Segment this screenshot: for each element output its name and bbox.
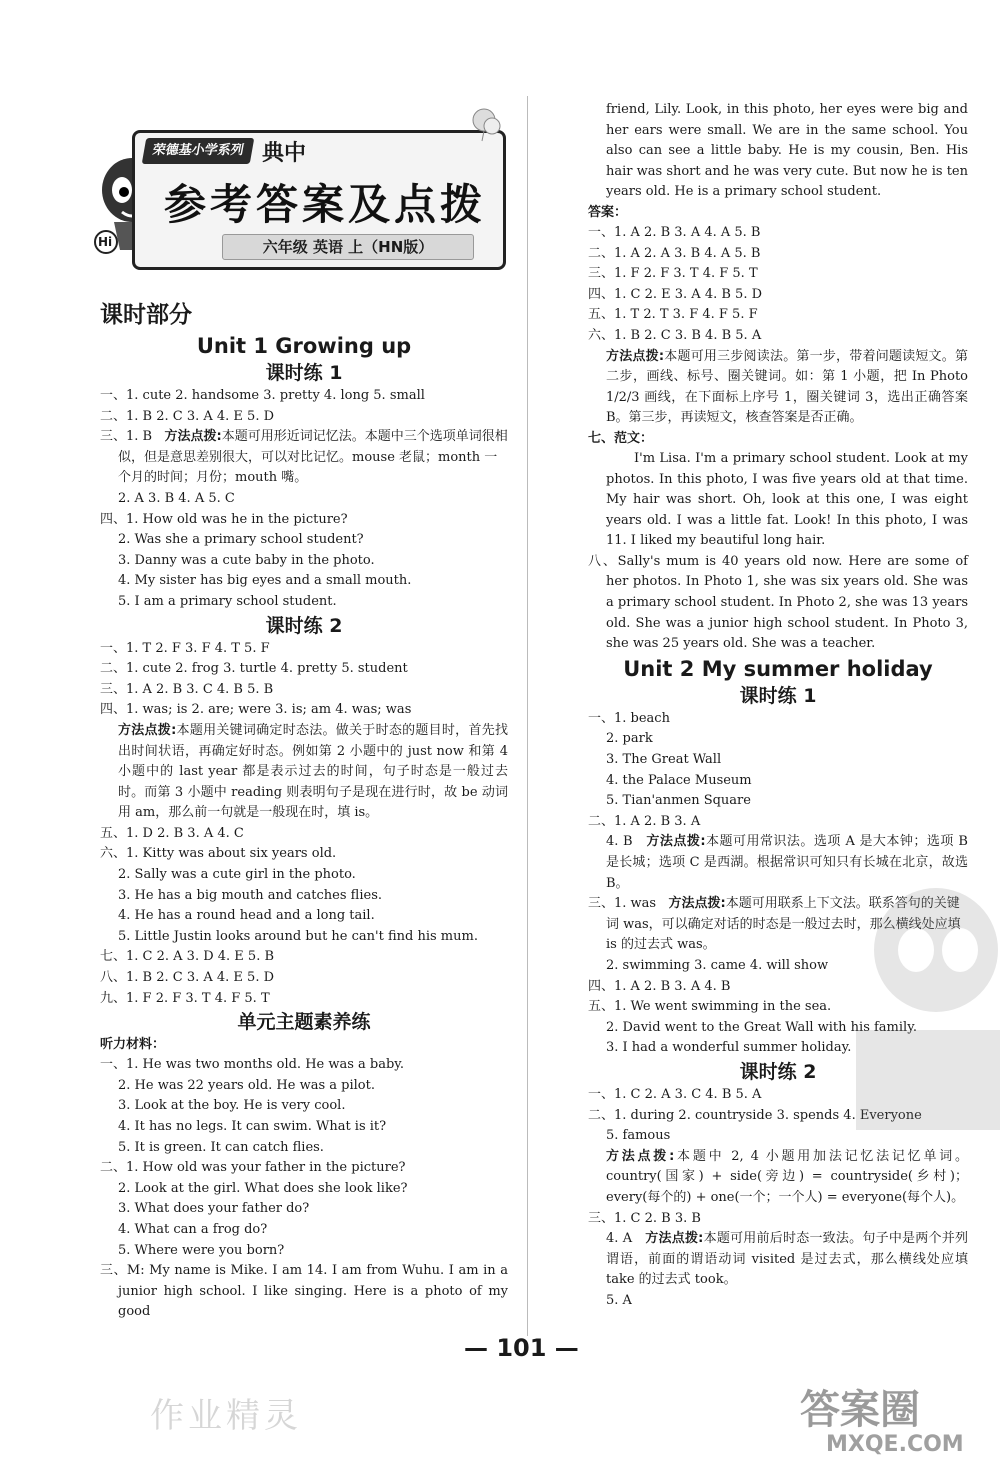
- answer-line: 3. Danny was a cute baby in the photo.: [118, 552, 375, 568]
- answer-line: 5. A: [606, 1292, 632, 1308]
- tip-label: 方法点拨:: [645, 1231, 704, 1247]
- answer-line: 二、1. during 2. countryside 3. spends 4. Everyone: [588, 1107, 922, 1123]
- answer-line: 5. Little Justin looks around but he can't find his mum.: [118, 928, 478, 944]
- banner-title: 参考答案及点拨: [163, 180, 486, 229]
- answer-line: 八、1. B 2. C 3. A 4. E 5. D: [100, 970, 275, 986]
- answer-line: 一、1. T 2. F 3. F 4. T 5. F: [100, 640, 270, 656]
- answer-line: 二、1. How old was your father in the picture?: [100, 1160, 406, 1176]
- answer-line: 四、1. C 2. E 3. A 4. B 5. D: [588, 286, 763, 302]
- answer-line: 2. swimming 3. came 4. will show: [606, 957, 829, 973]
- answer-line: 六、1. B 2. C 3. B 4. B 5. A: [588, 327, 762, 343]
- answer-line: 2. He was 22 years old. He was a pilot.: [118, 1077, 375, 1093]
- answer-line: 4. A: [606, 1231, 633, 1247]
- lesson-title: 课时练 1: [265, 362, 343, 384]
- answer-line: 二、1. A 2. B 3. A: [588, 813, 701, 829]
- answer-tip: [100, 427, 508, 489]
- answer-line: 2. David went to the Great Wall with his family.: [606, 1019, 917, 1035]
- tip-text: 本题可用前后时态一致法。句子中是两个并列谓语，前面的谓语动词 visited 是过去式，那么横线处应填 take 的过去式 took。: [606, 1231, 968, 1288]
- answer-line: 六、1. Kitty was about six years old.: [100, 846, 337, 862]
- answer-passage: 八、Sally's mum is 40 years old now. Here are some of her photos. In Photo 1, she was six years old. She was a primary school student. In Photo 2, she was 13 years old. She was a junior high school student. In Photo 3, she was 25 years old. She was a teacher.: [588, 553, 968, 652]
- answer-line: 5. I am a primary school student.: [118, 593, 337, 609]
- tip-label: 方法点拨:: [668, 896, 726, 912]
- answer-tip: [588, 1229, 968, 1291]
- answer-line: 三、1. was: [588, 896, 657, 912]
- watermark-left: 作业精灵: [150, 1396, 302, 1436]
- answer-line: 4. It has no legs. It can swim. What is it?: [118, 1119, 387, 1134]
- answer-line: 三、1. A 2. B 3. C 4. B 5. B: [100, 681, 274, 697]
- tip-label: 方法点拨:: [606, 348, 665, 364]
- answer-line: 4. My sister has big eyes and a small mouth.: [118, 573, 412, 589]
- answer-line: 2. park: [606, 731, 653, 747]
- mascot-tag: Hi: [98, 235, 113, 249]
- unit-practice-title: 单元主题素养练: [237, 1011, 371, 1034]
- tip-text: 本题中 2, 4 小题用加法记忆法记忆单词。country(国家) + side(旁边) = countryside(乡村)；every(每个的) + one(一个；一个人) = everyone(每个人)。: [606, 1148, 968, 1205]
- answer-tip: [588, 347, 968, 429]
- answer-line: 四、1. was; is 2. are; were 3. is; am 4. was; was: [100, 702, 412, 718]
- answer-line: 三、1. B: [100, 429, 153, 445]
- unit-title: Unit 2 My summer holiday: [623, 656, 933, 681]
- answer-line: 四、1. A 2. B 3. A 4. B: [588, 978, 731, 994]
- tip-text: 本题可用联系上下文法。联系答句的关键词 was，可以确定对话的时态是一般过去时，那么横线处应填 is 的过去式 was。: [606, 896, 961, 953]
- tip-text: 本题可用形近词记忆法。本题中三个选项单词很相似，但是意思差别很大，可以对比记忆。mouse 老鼠；month 一个月的时间；月份；mouth 嘴。: [118, 429, 508, 486]
- page-number: — 101 —: [464, 1334, 579, 1362]
- answer-line: 五、1. T 2. T 3. F 4. F 5. F: [588, 307, 758, 323]
- column-divider: [527, 96, 528, 1336]
- answer-line: 2. Was she a primary school student?: [118, 532, 364, 548]
- lesson-title: 课时练 2: [739, 1060, 817, 1083]
- lesson-title: 课时练 1: [739, 684, 817, 707]
- essay-text: I'm Lisa. I'm a primary school student. Look at my photos. In this photo, I was five years old at that time. My hair was short. Oh, look at this one, I was eight years old. I was a little fat. Look! In this photo, I was 11. I liked my beautiful long hair.: [606, 450, 968, 549]
- listening-passage: 三、M: My name is Mike. I am 14. I am from Wuhu. I am in a junior high school. I like singing. Here is a photo of my good: [100, 1263, 508, 1320]
- unit-title: Unit 1 Growing up: [196, 334, 412, 358]
- answer-line: 五、1. D 2. B 3. A 4. C: [100, 825, 244, 841]
- answer-line: 3. What does your father do?: [118, 1201, 310, 1217]
- tip-label: 方法点拨:: [606, 1148, 675, 1164]
- answer-line: 一、1. beach: [588, 710, 670, 726]
- tip-label: 方法点拨:: [646, 834, 706, 850]
- series-badge: 荣德基小学系列: [142, 138, 255, 164]
- answer-line: 4. B: [606, 834, 633, 850]
- tip-text: 本题可用三步阅读法。第一步，带着问题读短文。第二步，画线、标号、圈关键词。如：第 1 小题，把 In Photo 1/2/3 画线，在下面标上序号 1，圈关键词 3，选出正确答案 B。第三步，再读短文，核查答案是否正确。: [606, 348, 968, 426]
- answer-line: 5. famous: [606, 1128, 671, 1144]
- answer-line: 5. Tian'anmen Square: [606, 793, 751, 809]
- tip-text: 本题用关键词确定时态法。做关于时态的题目时，首先找出时间状语，再确定好时态。例如第 2 小题中的 just now 和第 4 小题中的 last year 都是表示过去的时间，句子时态是一般过去时。而第 3 小题中 reading 则表明句子是现在进行时，故 be 动词用 am，那么前一句就是一般现在时，填 is。: [118, 722, 508, 821]
- answer-line: 4. What can a frog do?: [118, 1221, 268, 1237]
- answer-line: 二、1. cute 2. frog 3. turtle 4. pretty 5. student: [100, 661, 408, 677]
- tip-label: 方法点拨:: [118, 722, 177, 738]
- banner-subtitle: 六年级 英语 上（HN版）: [222, 234, 474, 260]
- part-title: 课时部分: [100, 302, 192, 328]
- brand-logo: 典中: [262, 141, 307, 166]
- answer-tip: [588, 1147, 968, 1209]
- answer-line: 九、1. F 2. F 3. T 4. F 5. T: [100, 990, 270, 1006]
- balloon-icon: [468, 106, 504, 142]
- answer-line: 3. He has a big mouth and catches flies.: [118, 887, 383, 903]
- answer-line: 二、1. A 2. A 3. B 4. A 5. B: [588, 245, 761, 261]
- answer-line: 七、1. C 2. A 3. D 4. E 5. B: [100, 949, 275, 965]
- header-banner: [92, 102, 504, 270]
- watermark-site: MXQE.COM: [826, 1432, 964, 1457]
- answer-line: 4. He has a round head and a long tail.: [118, 908, 375, 924]
- answer-line: 一、1. cute 2. handsome 3. pretty 4. long 5. small: [100, 388, 425, 403]
- listening-passage-cont: friend, Lily. Look, in this photo, her eyes were big and her ears were small. We are in the same school. You also can see a little baby. He is my cousin, Ben. His hair was short and he was very cute. But now he is ten years old. He is a primary school student.: [606, 102, 968, 200]
- answer-line: 三、1. F 2. F 3. T 4. F 5. T: [588, 266, 758, 282]
- answer-line: 4. the Palace Museum: [606, 772, 752, 788]
- answer-line: 2. Sally was a cute girl in the photo.: [118, 867, 356, 883]
- answer-line: 一、1. A 2. B 3. A 4. A 5. B: [588, 224, 761, 240]
- listening-label: 听力材料：: [100, 1037, 166, 1053]
- answer-line: 2. Look at the girl. What does she look like?: [118, 1180, 408, 1196]
- tip-label: 方法点拨:: [164, 429, 222, 445]
- answer-line: 四、1. How old was he in the picture?: [100, 511, 348, 527]
- answer-line: 二、1. B 2. C 3. A 4. E 5. D: [100, 408, 275, 424]
- answers-label: 答案：: [588, 204, 628, 220]
- lesson-title: 课时练 2: [265, 614, 343, 637]
- answer-line: 5. Where were you born?: [118, 1242, 285, 1258]
- answer-line: 3. Look at the boy. He is very cool.: [118, 1098, 346, 1114]
- answer-line: 一、1. He was two months old. He was a baby.: [100, 1057, 405, 1073]
- watermark-right: 答案圈: [800, 1387, 920, 1433]
- essay-label: 七、范文：: [588, 430, 654, 446]
- tip-text: 本题可用常识法。选项 A 是大本钟；选项 B 是长城；选项 C 是西湖。根据常识可知只有长城在北京，故选 B。: [606, 834, 968, 891]
- answer-line: 一、1. C 2. A 3. C 4. B 5. A: [588, 1086, 762, 1102]
- answer-tip: [100, 721, 508, 824]
- answer-line: 2. A 3. B 4. A 5. C: [118, 490, 235, 506]
- answer-line: 三、1. C 2. B 3. B: [588, 1210, 701, 1226]
- answer-line: 3. The Great Wall: [606, 752, 722, 768]
- watermark-mascot-icon: [836, 880, 1000, 1140]
- answer-line: 五、1. We went swimming in the sea.: [588, 999, 832, 1015]
- answer-line: 3. I had a wonderful summer holiday.: [606, 1040, 852, 1056]
- answer-line: 5. It is green. It can catch flies.: [118, 1139, 324, 1155]
- left-column: [100, 300, 508, 1323]
